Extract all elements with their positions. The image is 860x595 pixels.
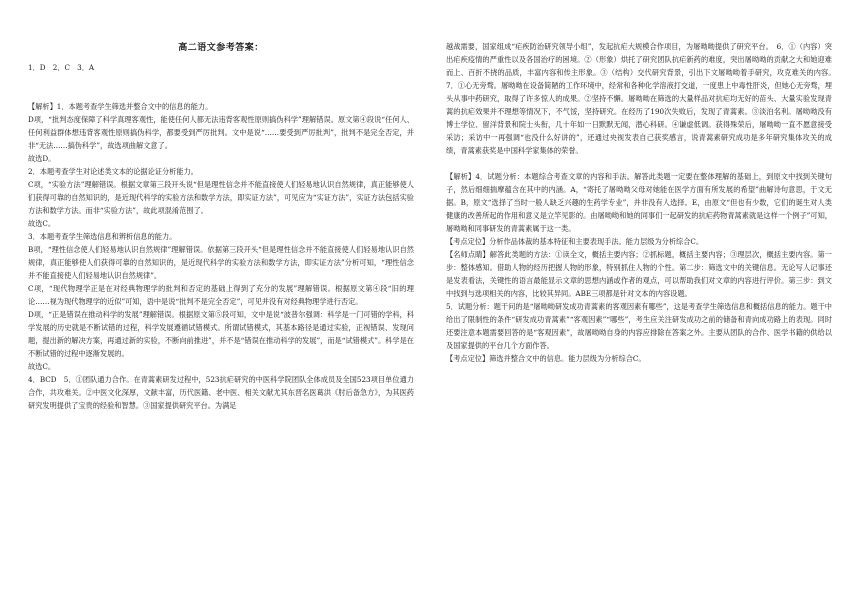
left-column bbox=[28, 40, 414, 412]
paragraph: 【名师点睛】解答此类题的方法：①读全文，概括主要内容；②抓标题，概括主要内容；③理层次，概括主要内容。第一步：整体感知。借助人物的经历把握人物的形象，特别抓住人物的个性。第二步：筛选文中的关键信息。无论写人记事还是发表看法，关键性的语言最能显示文章的思想内涵或作者的观点，可以帮助我们对文章的内容进行评价。第三步：到文中找到与选项相关的内容，比较其异同。ABE三项都是针对文本的内容设题。 bbox=[446, 250, 832, 298]
paragraph: C项，“实验方法”理解错误。根据文章第三段开头说“但是理性信念并不能直接使人们轻易地认识自然规律，真正能够使人们获得可靠的自然知识的，是近现代科学的实验方法和数学方法，即实证方法”，可见应为“实证方法”，实证方法包括实验方法和数学方法。而非“实验方法”，故此项混淆范围了。 bbox=[28, 180, 414, 215]
paragraph: C项，“现代物理学正是在对经典物理学的批判和否定的基础上得到了充分的发展”理解错误。根据原文第④段“旧的理论……视为现代物理学的近似”可知，语中是说“批判不是完全否定”，可见并没有对经典物理学进行否定。 bbox=[28, 284, 414, 306]
paragraph: 【考点定位】分析作品体裁的基本特征和主要表现手法。能力层级为分析综合C。 bbox=[446, 237, 704, 246]
right-text-flow bbox=[446, 40, 840, 365]
paragraph: 故选C。 bbox=[28, 362, 56, 371]
right-column bbox=[446, 40, 840, 365]
paragraph-gap bbox=[28, 87, 414, 100]
left-text-flow bbox=[28, 61, 414, 412]
paragraph: 4．BCD 5．①团队通力合作。在青蒿素研发过程中，523抗疟研究的中医科学院团队全体成员及全国523项目单位通力合作，共攻难关。②中医文化深厚，文献丰富，历代医籍、老中医、相关文献尤其东晋名医葛洪《肘后备急方》，为其医药研究发明提供了宝贵的经验和智慧。③国家提供研究平台。为满足 bbox=[28, 375, 414, 410]
page-title: 高二语文参考答案： bbox=[178, 43, 264, 53]
paragraph: 【解析】4．试题分析：本题综合考查文章的内容和手法。解答此类题一定要在整体理解的基础上，到原文中找到关键句子，然后细细揣摩蕴含在其中的内涵。A，“寄托了屠呦呦父母对她能在医学方面有所发展的希望”曲解诗句意思，于文无据。B，原文“选择了当时一般人缺乏兴趣的生药学专业”，并非没有人选择。E，由原文“但也有少数，它们的诞生对人类健康的改善所起的作用和意义是立竿见影的。由屠呦呦和她的同事们一起研发的抗疟药物青蒿素就是这样一个例子”可知，屠呦呦和同事研发的青蒿素属于这一类。 bbox=[446, 172, 832, 233]
paragraph: 【考点定位】筛选并整合文中的信息。能力层级为分析综合C。 bbox=[446, 354, 646, 363]
paragraph: 2．本题考查学生对论述类文本的论据论证分析能力。 bbox=[28, 167, 198, 176]
paragraph: D项，“批判态度保障了科学真理客观性，能使任何人都无法违背客观性原则搞伪科学”理解错误。原文第④段说“任何人、任何利益群体想违背客观性原则搞伪科学，都要受到严厉批判。文中是说“……要受到严厉批判”，批判不是完全否定，并非“无法……搞伪科学”，故选项曲解文意了。 bbox=[28, 115, 414, 150]
paragraph: 故选D。 bbox=[28, 154, 56, 163]
paragraph: D项，“正是错误在推动科学的发展”理解错误。根据原文第⑤段可知，文中是说“波普尔强调：科学是一门可错的学科，科学发展的历史就是不断试错的过程，科学发展遵循试错模式。所谓试错模式，其基本路径是通过实验，正视错误、发现问题，提出新的解决方案，再通过新的实验，不断向前推进”，并不是“错误在推动科学的发展”，而是“试错模式”。科学是在不断试错的过程中逐渐发展的。 bbox=[28, 310, 414, 358]
paragraph: 【解析】1．本题考查学生筛选并整合文中的信息的能力。 bbox=[28, 102, 213, 111]
paragraph-gap bbox=[28, 74, 414, 87]
paragraph: 3．本题考查学生筛选信息和辨析信息的能力。 bbox=[28, 232, 177, 241]
paragraph: 越战需要，国家组成“疟疾防治研究领导小组”，发起抗疟大规模合作项目，为屠呦呦提供了研究平台。 6．①（内容）突出疟疾疫情的严重性以及各国治疗的困境。②（形象）烘托了研究团队抗疟新药的难度，突出屠呦呦的贡献之大和她迎难而上、百折不挠的品质，丰富内容和传主形象。③（结构）交代研究背景，引出下文屠呦呦着手研究，攻克难关的内容。 7．①心无旁骛。屠呦呦在设备简陋的工作环境中，经常和各种化学溶液打交道，一度患上中毒性肝炎，但她心无旁骛，埋头从事中药研究，取得了许多惊人的成果。②坚持不懈。屠呦呦在筛选的大量样品对抗疟均无好的苗头、大量实验发现青蒿的抗疟效果并不理想等情况下，不气馁，坚持研究。在经历了190次失败后，发现了青蒿素。③淡泊名利。屠呦呦没有博士学位、留洋背景和院士头衔，几十年如一日默默无闻，潜心科研。④谦虚低调。获得殊荣后，屠呦呦一直不愿意接受采访；采访中一再强调“也没什么好讲的”，还通过央视发表自己获奖感言，说青蒿素研究成功是多年研究集体攻关的成绩，青蒿素获奖是中国科学家集体的荣誉。 bbox=[446, 42, 840, 155]
paragraph: B项，“理性信念使人们轻易地认识自然规律”理解错误。依据第三段开头“但是理性信念并不能直接使人们轻易地认识自然规律，真正能够使人们获得可靠的自然知识的，是近现代科学的实验方法和数学方法，即实证方法”分析可知，“理性信念并不能直接使人们轻易地认识自然规律”。 bbox=[28, 245, 414, 280]
paragraph-gap bbox=[446, 157, 832, 170]
paragraph: 1．D 2．C 3．A bbox=[28, 63, 95, 72]
paragraph: 故选C。 bbox=[28, 219, 56, 228]
paragraph: 5．试题分析：题干问的是“屠呦呦研发成功青蒿素的客观因素有哪些”，这是考查学生筛选信息和概括信息的能力。题干中给出了限制性的条件“研发成功青蒿素”“客观因素”“哪些”，考生应关注研发成功之前的储备和青向成功路上的表现。同时还要注意本题需要回答的是“客观因素”，故屠呦呦自身的内容应排除在答案之外。主要从团队的合作、医学书籍的供给以及国家提供的平台几个方面作答。 bbox=[446, 302, 832, 350]
